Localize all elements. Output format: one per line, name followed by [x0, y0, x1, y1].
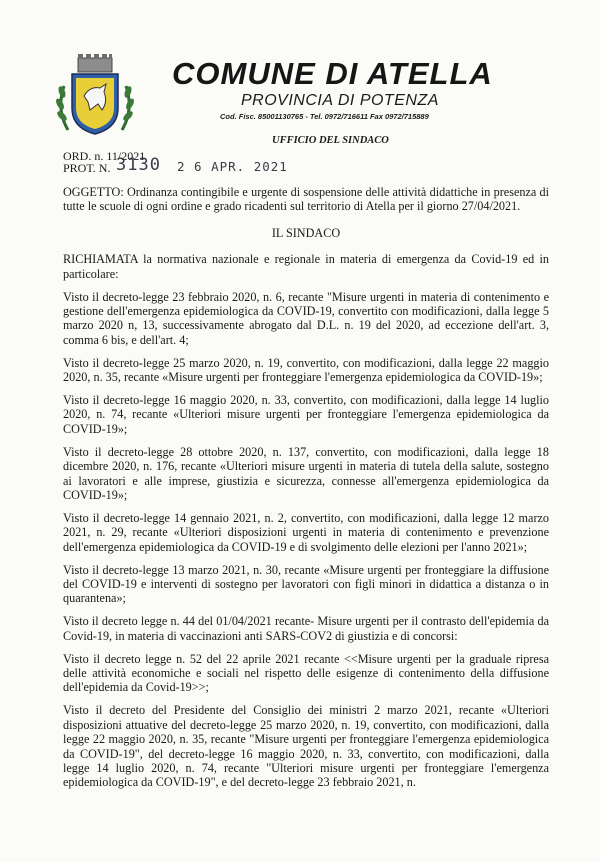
date-stamp: 2 6 APR. 2021: [177, 159, 288, 174]
subject-paragraph: OGGETTO: Ordinanza contingibile e urgente di sospensione delle attività didattiche in presenza di tutte le scuole di ogni ordine e grado ricadenti sul territorio di Atella per il giorno 27/04/2021.: [63, 185, 549, 214]
protocol-label: PROT. N.: [63, 161, 111, 175]
section-heading: IL SINDACO: [271, 225, 341, 240]
protocol-number-handwritten: 3130: [116, 155, 161, 175]
body-paragraph: Visto il decreto-legge 14 gennaio 2021, n. 2, convertito, con modificazioni, dalla legge 12 marzo 2021, n. 29, recante «Ulteriori disposizioni urgenti in materia di contenimento e prevenzione dell'emergenza epidemiologica da COVID-19 e di svolgimento delle elezioni per l'anno 2021»;: [63, 510, 549, 554]
body-paragraph: Visto il decreto-legge 23 febbraio 2020, n. 6, recante "Misure urgenti in materia di contenimento e gestione dell'emergenza epidemiologica da COVID-19, convertito con modificazioni, dalla legge 5 marzo 2020 n, 13, successivamente abrogato dal D.L. n. 19 del 2020, ad eccezione dell'art. 3, comma 6 bis, e dell'art. 4;: [63, 289, 549, 347]
body-paragraph: Visto il decreto del Presidente del Consiglio dei ministri 2 marzo 2021, recante «Ulteriori disposizioni attuative del decreto-legge 25 marzo 2020, n. 19, convertito, con modificazioni, dalla legge 22 maggio 2020, n. 35, recante "Misure urgenti per fronteggiare l'emergenza epidemiologica da COVID-19", del decreto-legge 16 maggio 2020, n. 33, convertito, con modificazioni, dalla legge 14 luglio 2020, n. 74, recante "Ulteriori misure urgenti per fronteggiare l'emergenza epidemiologica da COVID-19", e del decreto-legge 23 febbraio 2021, n.: [63, 703, 549, 790]
province-subtitle: PROVINCIA DI POTENZA: [241, 92, 439, 109]
body-paragraph: Visto il decreto-legge 28 ottobre 2020, n. 137, convertito, con modificazioni, dalla legge 18 dicembre 2020, n. 176, recante «Ulteriori misure urgenti in materia di tutela della salute, sostegno ai lavoratori e alle imprese, giustizia e sicurezza, connesse all'emergenza epidemiologica da COVID-19»;: [63, 444, 549, 502]
office-name: UFFICIO DEL SINDACO: [272, 135, 389, 146]
body-paragraph: Visto il decreto-legge 13 marzo 2021, n. 30, recante «Misure urgenti per fronteggiare la diffusione del COVID-19 e interventi di sostegno per lavoratori con figli minori in didattica a distanza o in quarantena»;: [63, 562, 549, 606]
municipality-title: COMUNE DI ATELLA: [172, 56, 493, 91]
body-paragraph: Visto il decreto-legge 16 maggio 2020, n. 33, convertito, con modificazioni, dalla legge 14 luglio 2020, n. 74, recante «Ulteriori misure urgenti per fronteggiare l'emergenza epidemiologica da COVID-19»;: [63, 392, 549, 436]
body-paragraph: Visto il decreto-legge 25 marzo 2020, n. 19, convertito, con modificazioni, dalla legge 22 maggio 2020, n. 35, recante «Misure urgenti per fronteggiare l'emergenza epidemiologica da COVID-19»;: [63, 355, 549, 385]
contact-codes: Cod. Fisc. 85001130765 - Tel. 0972/716611 Fax 0972/715889: [220, 112, 429, 121]
body-paragraph: RICHIAMATA la normativa nazionale e regionale in materia di emergenza da Covid-19 ed in particolare:: [63, 252, 549, 281]
body-paragraph: Visto il decreto legge n. 52 del 22 aprile 2021 recante <<Misure urgenti per la graduale ripresa delle attività economiche e sociali nel rispetto delle esigenze di contenimento della diffusione dell'epidemia da Covid-19>>;: [63, 651, 549, 695]
municipal-crest-icon: [54, 52, 136, 142]
document-body: [63, 185, 549, 798]
body-paragraph: Visto il decreto legge n. 44 del 01/04/2021 recante- Misure urgenti per il contrasto dell'epidemia da Covid-19, in materia di vaccinazioni anti SARS-COV2 di giustizia e di concorsi:: [63, 614, 549, 643]
ordinance-number: ORD. n. 11/2021: [63, 149, 146, 163]
